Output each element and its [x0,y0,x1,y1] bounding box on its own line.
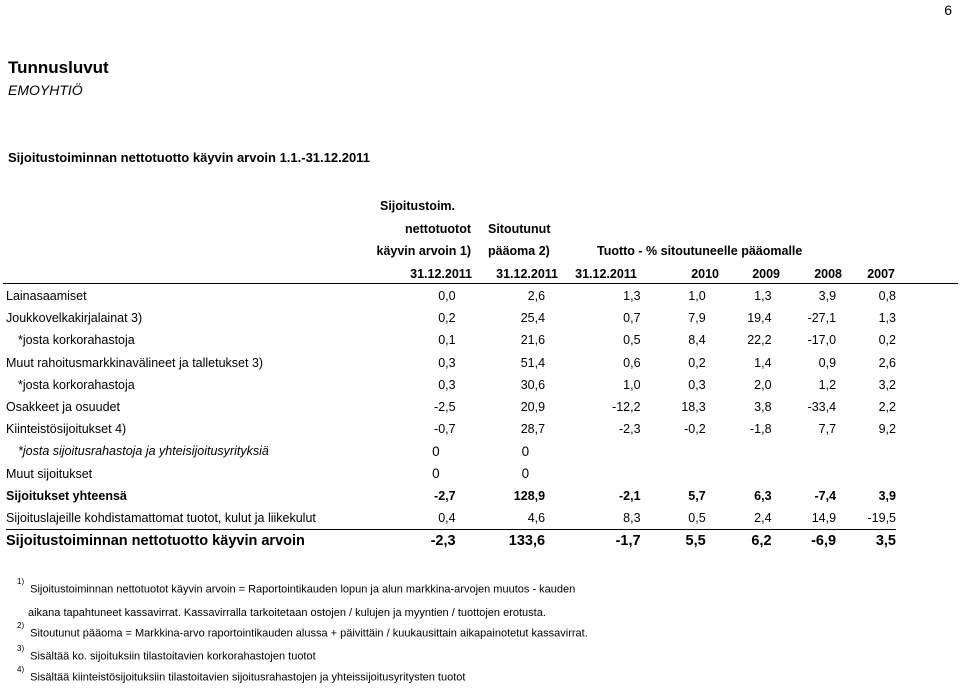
footnote-4 [17,665,466,684]
cell: -17,0 [807,333,837,348]
cell: 0,2 [688,355,706,370]
header-col1-line1: Sijoitustoim. [380,199,455,213]
cell: -1,7 [545,530,640,553]
table-row [6,507,896,530]
cell [772,463,837,485]
cell: -0,2 [684,422,706,437]
page-title: Tunnusluvut [8,58,109,77]
cell [641,440,706,462]
cell: 0,9 [818,355,837,370]
cell: 0,2 [438,311,456,326]
footnote-text: Sitoutunut pääoma = Markkina-arvo raportointikauden alussa + päivittäin / kuukausittain aikapainotetut kassavirrat. [30,627,588,640]
cell: 1,4 [754,355,772,370]
header-date-1: 31.12.2011 [410,267,472,281]
cell: -19,5 [867,510,896,525]
cell: 30,6 [520,377,546,392]
cell: -0,7 [434,422,456,437]
cell: 7,9 [688,311,706,326]
header-col2-line1: Sitoutunut [488,222,551,236]
footnote-marker: 4) [17,665,25,674]
cell [545,440,640,462]
cell: 0,3 [688,377,706,392]
cell: 21,6 [520,333,546,348]
section-title: Sijoitustoiminnan nettotuotto käyvin arvoin 1.1.-31.12.2011 [8,150,370,165]
cell [836,463,896,485]
cell [545,463,640,485]
cell: 133,6 [456,530,546,553]
cell: 0,8 [878,289,896,304]
footnote-marker: 2) [17,621,25,630]
table-row [6,374,896,396]
cell: 2,4 [754,510,772,525]
cell: -27,1 [807,311,837,326]
table-row [6,285,896,307]
footnote-marker: 1) [17,577,25,586]
cell: 2,0 [754,377,772,392]
footnote-marker: 3) [17,644,25,653]
cell: -33,4 [807,400,837,415]
cell: 3,9 [878,488,896,503]
header-year-2010: 2010 [691,267,719,281]
cell: 1,0 [623,377,641,392]
footnote-2 [17,621,588,640]
footnote-text: Sisältää kiinteistösijoituksiin tilastoitavien sijoitusrahastojen ja yhteissijoitusyritysten tuotot [30,671,466,684]
cell: -2,1 [619,488,641,503]
cell [706,440,772,462]
table-row [6,440,896,462]
footnote-text: aikana tapahtuneet kassavirrat. Kassavirralla tarkoitetaan ostojen / kulujen ja myyntien / tuottojen erotusta. [28,607,546,619]
cell: 1,0 [688,289,706,304]
table-row [6,307,896,329]
cell: 2,6 [878,355,896,370]
row-label: Sijoitustoiminnan nettotuotto käyvin arvoin [6,530,359,553]
cell: 2,2 [878,400,896,415]
row-label: Muut sijoitukset [6,466,93,481]
cell [772,440,837,462]
cell: 4,6 [527,510,546,525]
cell: 7,7 [818,422,837,437]
cell: 0 [521,466,530,482]
table-row [6,329,896,351]
footnote-1 [17,577,576,596]
header-date-2: 31.12.2011 [496,267,558,281]
cell: 1,3 [878,311,896,326]
row-label: *josta korkorahastoja [18,377,135,392]
cell: 6,2 [706,530,772,553]
cell: 0,5 [623,333,641,348]
footnote-text: Sijoitustoiminnan nettotuotot käyvin arvoin = Raportointikauden lopun ja alun markkina-arvojen muutos - kauden [30,583,576,596]
page-number: 6 [944,2,952,18]
header-divider [3,283,958,284]
cell: -2,3 [359,530,456,553]
header-year-2007: 2007 [867,267,895,281]
cell: 14,9 [811,510,837,525]
cell: 0,4 [438,510,456,525]
cell: 0,3 [438,355,456,370]
cell: 0,2 [878,333,896,348]
cell: 51,4 [520,355,546,370]
cell: 19,4 [747,311,772,326]
table-row [6,485,896,507]
cell: 3,8 [754,400,772,415]
table-row [6,418,896,440]
cell: 1,2 [818,377,837,392]
cell: 8,4 [688,333,706,348]
cell: 3,5 [836,530,896,553]
cell: 18,3 [681,400,706,415]
cell: 0,3 [438,377,456,392]
cell: -2,7 [434,488,456,503]
cell: -7,4 [814,488,837,503]
page-subtitle: EMOYHTIÖ [8,82,83,98]
cell: 0,1 [438,333,456,348]
cell: 1,3 [623,289,641,304]
row-label: Sijoituslajeille kohdistamattomat tuotot, kulut ja liikekulut [6,510,316,525]
row-label: Sijoitukset yhteensä [6,488,127,503]
cell [706,463,772,485]
cell: 5,7 [688,488,706,503]
row-label: Joukkovelkakirjalainat 3) [6,311,143,326]
row-label: Muut rahoitusmarkkinavälineet ja talletukset 3) [6,355,264,370]
cell: 1,3 [754,289,772,304]
table-row-total [6,530,896,553]
header-year-2009: 2009 [752,267,780,281]
cell: 5,5 [641,530,706,553]
cell: 25,4 [520,311,546,326]
cell: 0,6 [623,355,641,370]
cell: 0 [521,443,530,459]
header-date-3: 31.12.2011 [575,267,637,281]
cell: 0,7 [623,311,641,326]
cell: 0 [432,466,440,482]
cell: 20,9 [520,400,546,415]
cell: 128,9 [513,488,546,503]
cell: 22,2 [747,333,772,348]
row-label: Osakkeet ja osuudet [6,400,120,415]
footnote-3 [17,644,316,663]
cell: 2,6 [527,289,546,304]
table-row [6,463,896,485]
row-label: *josta korkorahastoja [18,333,135,348]
header-year-2008: 2008 [814,267,842,281]
table-row [6,352,896,374]
row-label: *josta sijoitusrahastoja ja yhteisijoitusyrityksiä [18,444,269,459]
cell: 3,9 [818,289,837,304]
table-row [6,396,896,418]
header-group-label: Tuotto - % sitoutuneelle pääomalle [597,244,803,258]
cell [836,440,896,462]
cell: 0,0 [438,289,456,304]
cell: -2,3 [619,422,641,437]
cell: 6,3 [754,488,772,503]
cell: -12,2 [612,400,641,415]
header-col1-line2: nettotuotot [405,222,471,236]
footnote-1-continued [28,607,546,619]
cell: -1,8 [750,422,772,437]
row-label: Kiinteistösijoitukset 4) [6,422,127,437]
cell: 9,2 [878,422,896,437]
cell: 0,5 [688,510,706,525]
cell: -6,9 [772,530,837,553]
cell: -2,5 [434,400,456,415]
cell: 8,3 [623,510,641,525]
cell: 0 [432,443,440,459]
row-label: Lainasaamiset [6,289,87,304]
cell: 3,2 [878,377,896,392]
returns-table [6,285,896,552]
cell [641,463,706,485]
header-col2-line2: pääoma 2) [488,244,550,258]
header-col1-line3: käyvin arvoin 1) [376,244,471,258]
cell: 28,7 [520,422,546,437]
footnote-text: Sisältää ko. sijoituksiin tilastoitavien korkorahastojen tuotot [30,650,316,663]
